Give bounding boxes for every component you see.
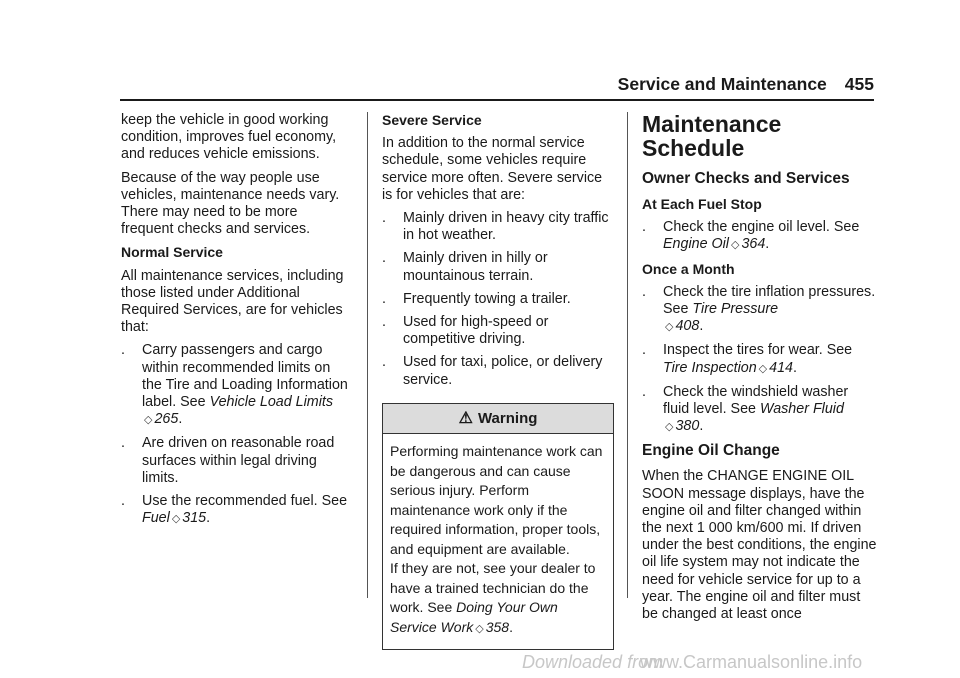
warning-header	[383, 404, 613, 434]
paragraph: All maintenance services, including those listed under Additional Required Services, are for vehicles that:	[121, 267, 344, 336]
severe-service-heading: Severe Service	[382, 112, 482, 128]
normal-service-heading: Normal Service	[121, 244, 223, 261]
page-reference[interactable]: 414	[769, 359, 793, 376]
bullet-marker: .	[642, 383, 646, 400]
list-item: . Are driven on reasonable road surfaces within legal driving limits.	[121, 435, 335, 486]
column-divider	[367, 112, 368, 598]
column-divider	[627, 112, 628, 598]
list-item: . Check the windshield washer fluid level. See Washer Fluid ◇ 380.	[642, 384, 878, 437]
subsection-heading: Owner Checks and Services	[642, 170, 850, 187]
page-ref-icon: ◇	[171, 513, 181, 526]
warning-box	[382, 403, 614, 650]
paragraph: When the CHANGE ENGINE OIL SOON message displays, have the engine oil and filter changed within the next 1 000 km/600 mi. If driven under the best conditions, the engine oil life system may not indicate the need for vehicle service for up to a year. The engine oil and filter must be changed at least once	[642, 468, 877, 623]
cross-reference-link[interactable]: Washer Fluid	[759, 401, 844, 418]
bullet-marker: .	[382, 314, 386, 331]
cross-reference-link[interactable]: Tire Inspection	[663, 359, 757, 376]
page-header	[120, 74, 874, 95]
list-item: . Frequently towing a trailer.	[382, 290, 571, 307]
section-heading: Maintenance Schedule	[642, 111, 782, 161]
bullet-marker: .	[382, 210, 386, 227]
fuel-stop-heading: At Each Fuel Stop	[642, 196, 762, 212]
page-ref-icon: ◇	[758, 362, 768, 375]
list-item: . Used for high-speed or competitive driving.	[382, 314, 549, 348]
list-item: . Check the engine oil level. See Engine Oil ◇ 364.	[642, 219, 878, 254]
bullet-marker: .	[382, 250, 386, 267]
page-reference[interactable]: 358	[485, 618, 510, 635]
subsection-heading: Engine Oil Change	[642, 442, 780, 460]
page-reference[interactable]: 364	[741, 236, 766, 253]
list-item: . Mainly driven in hilly or mountainous terrain.	[382, 250, 548, 284]
column-2	[382, 112, 614, 650]
bullet-marker: .	[642, 219, 646, 236]
bullet-marker: .	[642, 283, 646, 300]
bullet-marker: .	[382, 290, 386, 307]
header-rule	[120, 99, 874, 101]
page-reference[interactable]: 380	[675, 418, 700, 435]
page-ref-icon: ◇	[730, 239, 740, 252]
warning-title: Warning	[477, 409, 538, 427]
page-ref-icon: ◇	[144, 414, 153, 427]
section-title: Service and Maintenance	[617, 74, 827, 94]
cross-reference-link[interactable]: Vehicle Load Limits	[209, 394, 334, 411]
warning-body: Performing maintenance work can be dangerous and can cause serious injury. Perform maintenance work only if the required information, proper tools, and equipment are available. If they are not, see your dealer to have a trained technician do the work. See Doing Your Own Service Work ◇ 358.	[390, 443, 603, 635]
bullet-marker: .	[121, 493, 125, 510]
page-reference[interactable]: 265	[154, 411, 179, 428]
bullet-marker: .	[121, 342, 125, 359]
paragraph: Because of the way people use vehicles, maintenance needs vary. There may need to be more frequent checks and services.	[121, 169, 340, 238]
cross-reference-link[interactable]: Fuel	[142, 510, 170, 527]
list-item: . Inspect the tires for wear. See Tire Inspection ◇ 414.	[642, 342, 878, 377]
page-ref-icon: ◇	[665, 321, 674, 334]
list-item: . Use the recommended fuel. See Fuel ◇ 315.	[121, 493, 353, 528]
watermark-right: www.Carmanualsonline.info	[640, 652, 863, 672]
cross-reference-link[interactable]: Engine Oil	[663, 236, 729, 253]
watermark-left: Downloaded from	[522, 652, 664, 672]
list-item: . Carry passengers and cargo within recommended limits on the Tire and Loading Information label. See Vehicle Load Limits ◇ 265.	[121, 342, 353, 429]
cross-reference-link[interactable]: Doing Your Own Service Work	[390, 599, 558, 635]
warning-icon: ⚠	[458, 409, 473, 427]
paragraph: keep the vehicle in good working condition, improves fuel economy, and reduces vehicle emissions.	[121, 112, 337, 163]
page-reference[interactable]: 315	[182, 510, 207, 527]
page-ref-icon: ◇	[665, 421, 674, 434]
bullet-marker: .	[382, 354, 386, 371]
column-3	[642, 112, 878, 629]
column-1	[121, 112, 353, 534]
cross-reference-link[interactable]: Tire Pressure	[692, 301, 779, 318]
page-number: 455	[844, 74, 874, 94]
page-reference[interactable]: 408	[675, 318, 700, 335]
once-a-month-heading: Once a Month	[642, 260, 735, 277]
bullet-marker: .	[642, 342, 646, 359]
list-item: . Used for taxi, police, or delivery service.	[382, 354, 603, 388]
page-ref-icon: ◇	[475, 622, 484, 635]
list-item: . Mainly driven in heavy city traffic in hot weather.	[382, 210, 609, 244]
paragraph: In addition to the normal service schedule, some vehicles require service more often. Severe service is for vehicles that are:	[382, 135, 603, 203]
list-item: . Check the tire inflation pressures. See Tire Pressure ◇ 408.	[642, 284, 878, 337]
bullet-marker: .	[121, 435, 125, 452]
